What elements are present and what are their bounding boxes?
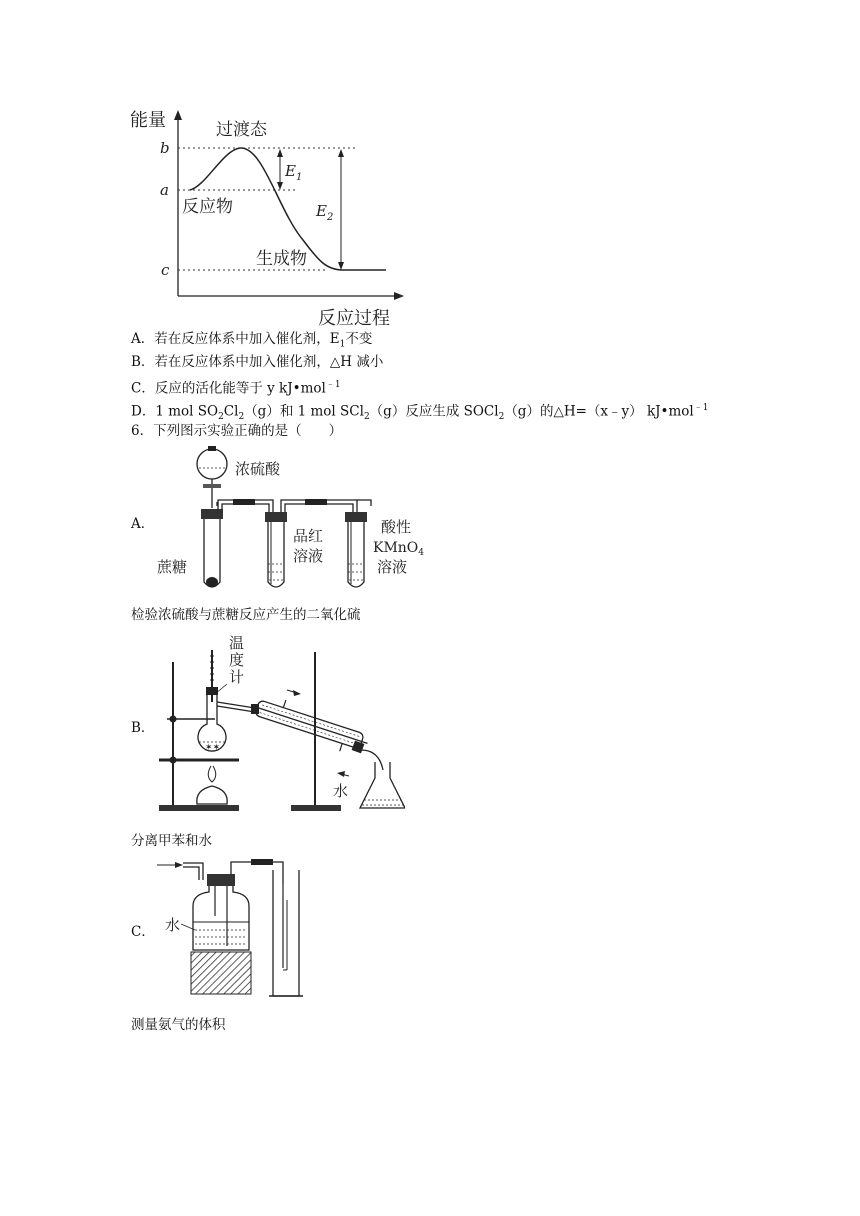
label-pinhong-1: 品红 [293, 527, 324, 545]
label-sugar: 蔗糖 [157, 558, 188, 576]
burner-flame [208, 766, 216, 782]
stand-base-right [291, 805, 341, 811]
q5-option-a: A．若在反应体系中加入催化剂，$E_1$不变 [131, 331, 373, 350]
label-thermo-2: 度 [229, 651, 245, 669]
q5-option-c: C．反应的活化能等于 y kJ•mol$^{﹣1}$ [131, 380, 341, 397]
energy-diagram [128, 100, 418, 330]
tube-2-stopper [265, 512, 287, 522]
y-axis-arrow [174, 110, 182, 120]
tube-1 [204, 519, 220, 587]
apparatus-a [155, 444, 435, 596]
q5-option-b: B．若在反应体系中加入催化剂，△H 减小 [131, 354, 384, 370]
funnel-bulb [197, 449, 227, 479]
reactant-label: 反应物 [182, 197, 233, 217]
e1-arrow-bottom [277, 182, 283, 190]
option-a-caption: 检验浓硫酸与蔗糖反应产生的二氧化硫 [131, 607, 361, 623]
apparatus-b [155, 632, 405, 817]
label-pinhong-2: 溶液 [293, 547, 324, 565]
e2-arrow-bottom [338, 262, 344, 270]
q5-option-d: D．1 mol $SO_2Cl_2(g)$和 1 mol SCl$_2$（g）反应生成 SOCl$_2$（g）的△H=（x﹣y） kJ•mol$^{﹣1}$ [131, 403, 709, 423]
option-a-letter: A． [131, 516, 155, 532]
e2-label: $E_2$ [316, 202, 334, 223]
measuring-cylinder [273, 870, 299, 996]
label-water-c: 水 [165, 916, 181, 934]
q6-stem: 6．下列图示实验正确的是（ ） [131, 423, 343, 439]
x-axis-arrow [394, 292, 404, 300]
level-c-label: c [161, 261, 170, 279]
e1-label: $E_1$ [285, 162, 303, 183]
label-thermo-1: 温 [229, 634, 245, 652]
label-kmno4-1: 酸性 [381, 518, 412, 536]
x-axis-label: 反应过程 [318, 308, 390, 329]
tube-1-stopper [201, 509, 223, 519]
gas-bottle [193, 886, 249, 950]
inlet-arrow [175, 862, 183, 868]
stand-base-left [159, 805, 239, 811]
label-kmno4-2: KMnO$_4$ [373, 540, 425, 558]
tube-3-stopper [345, 512, 367, 522]
sugar-lump [206, 577, 218, 587]
svg-text:✶✶: ✶✶ [205, 743, 221, 753]
level-a-label: a [160, 181, 169, 199]
adapter [361, 750, 383, 770]
bottle-stopper [207, 874, 235, 886]
product-label: 生成物 [256, 249, 307, 269]
option-b-caption: 分离甲苯和水 [131, 833, 212, 849]
label-thermo-3: 计 [229, 668, 245, 686]
option-b-letter: B． [131, 720, 155, 736]
label-kmno4-3: 溶液 [377, 558, 408, 576]
level-b-label: b [160, 139, 170, 157]
funnel-stopper [208, 446, 216, 451]
e2-arrow-top [338, 149, 344, 157]
label-acid: 浓硫酸 [235, 460, 281, 478]
funnel-stopcock [203, 484, 221, 488]
y-axis-label: 能量 [130, 110, 166, 131]
tube-2 [268, 522, 284, 587]
option-c-letter: C． [131, 924, 155, 940]
label-water-b: 水 [333, 782, 349, 800]
support-block [191, 952, 251, 994]
transition-label: 过渡态 [216, 120, 267, 140]
option-c-caption: 测量氨气的体积 [131, 1017, 226, 1033]
burner [197, 786, 227, 804]
tube-3 [348, 522, 364, 587]
apparatus-c [155, 850, 305, 1000]
e1-arrow-top [277, 149, 283, 157]
